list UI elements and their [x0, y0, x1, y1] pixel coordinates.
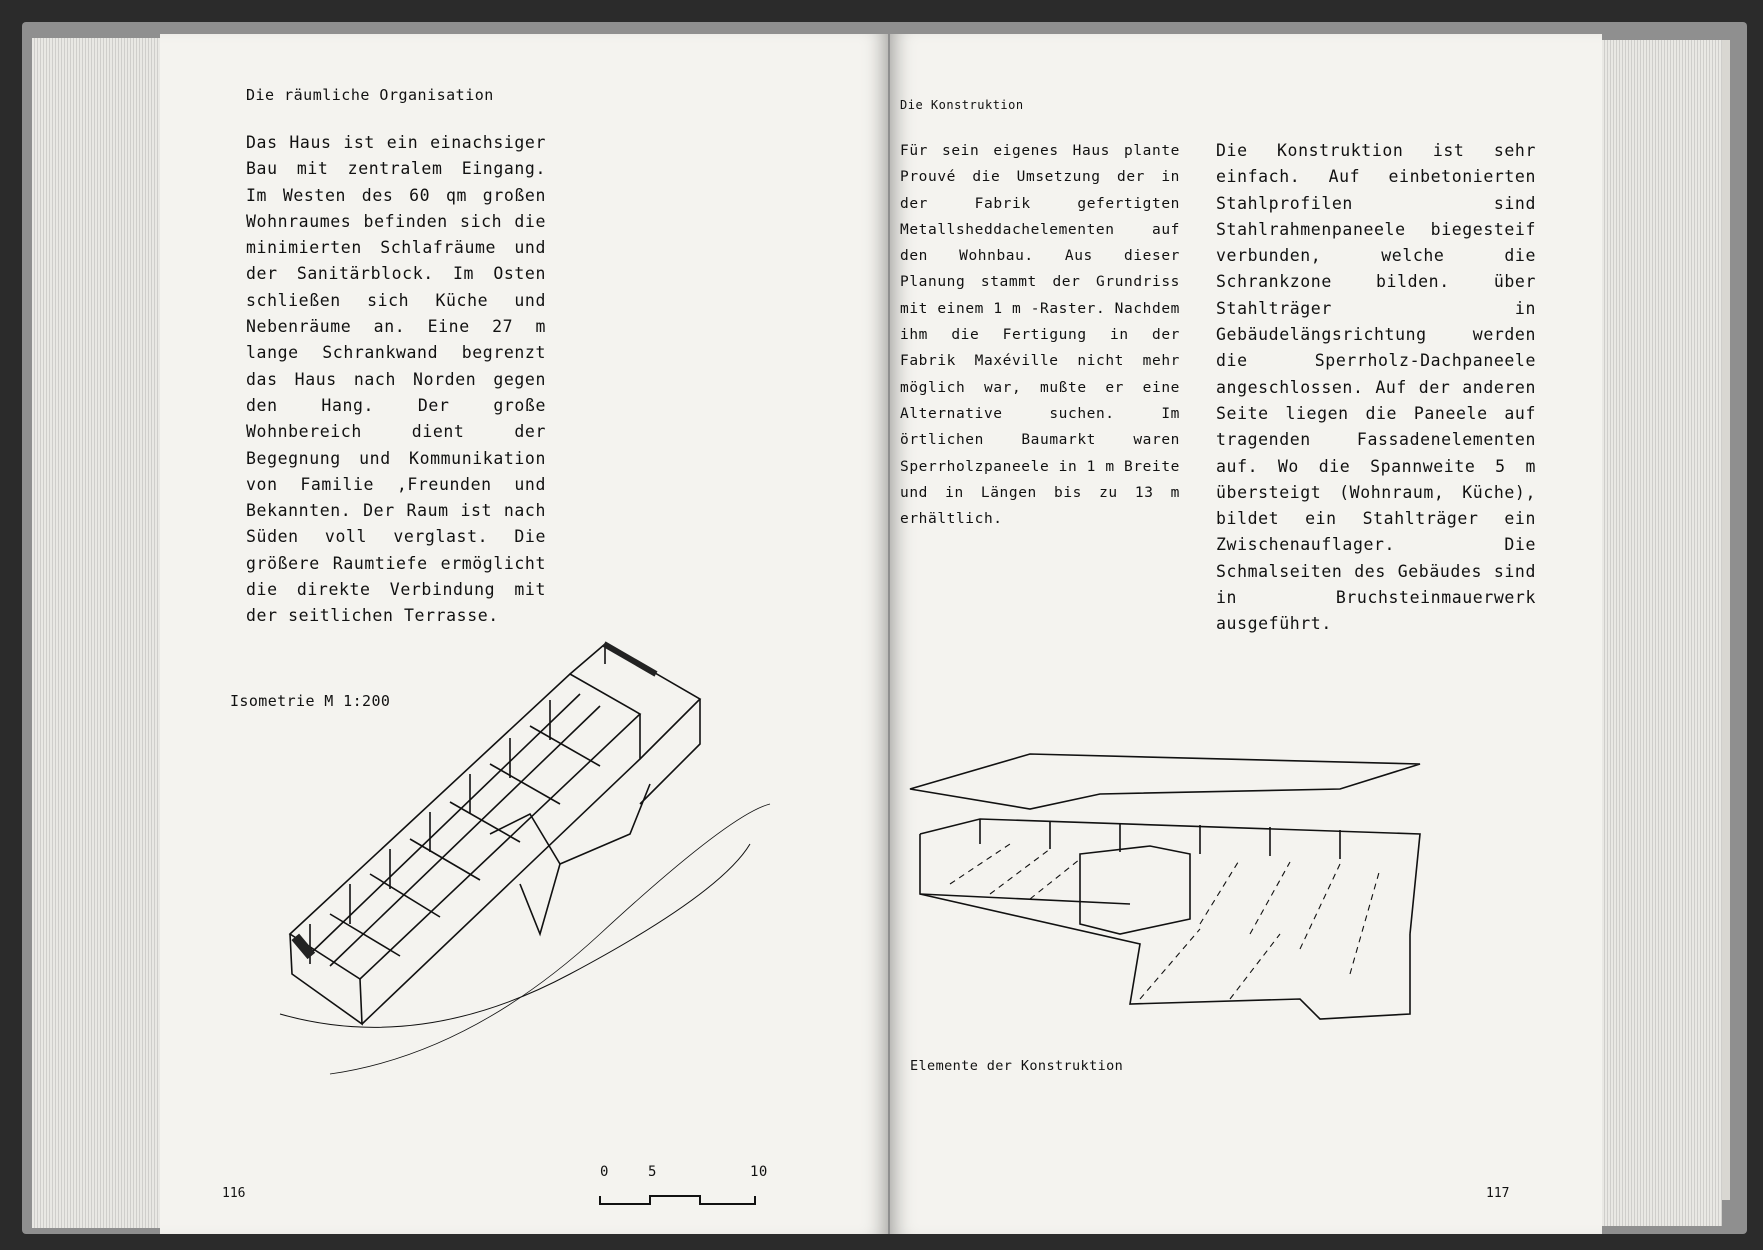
scale-label-0: 0 [600, 1164, 609, 1180]
left-page-heading: Die räumliche Organisation [246, 86, 494, 104]
page-edges-right [1602, 40, 1722, 1226]
construction-drawing [900, 734, 1520, 1034]
construction-caption: Elemente der Konstruktion [910, 1058, 1124, 1074]
page-edges-left [32, 38, 160, 1228]
right-page-column-2: Die Konstruktion ist sehr einfach. Auf einbetonierten Stahlprofilen sind Stahlrahmenpaneele biegesteif verbunden, welche die Schrankzone bilden. über Stahlträger in Gebäudelängsrichtung werden die Sperrholz-Dachpaneele angeschlossen. Auf der anderen Seite liegen die Paneele auf tragenden Fassadenelementen auf. Wo die Spannweite 5 m übersteigt (Wohnraum, Küche), bildet ein Stahlträger ein Zwischenauflager. Die Schmalseiten des Gebäudes sind in Bruchsteinmauerwerk ausgeführt. [1216, 141, 1536, 634]
right-page [890, 34, 1602, 1234]
scale-bar [590, 1174, 770, 1214]
left-page-body: Das Haus ist ein einachsiger Bau mit zentralem Eingang. Im Westen des 60 qm großen Wohnraumes befinden sich die minimierten Schlafräume und der Sanitärblock. Im Osten schließen sich Küche und Nebenräume an. Eine 27 m lange Schrankwand begrenzt das Haus nach Norden gegen den Hang. Der große Wohnbereich dient der Begegnung und Kommunikation von Familie ,Freunden und Bekannten. Der Raum ist nach Süden voll verglast. Die größere Raumtiefe ermöglicht die direkte Verbindung mit der seitlichen Terrasse. [246, 133, 546, 626]
right-page-column-1: Für sein eigenes Haus plante Prouvé die Umsetzung der in der Fabrik gefertigten Metallsheddachelementen auf den Wohnbau. Aus dieser Planung stammt der Grundriss mit einem 1 m -Raster. Nachdem ihm die Fertigung in der Fabrik Maxéville nicht mehr möglich war, mußte er eine Alternative suchen. Im örtlichen Baumarkt waren Sperrholzpaneele in 1 m Breite und in Längen bis zu 13 m erhältlich. [900, 143, 1180, 528]
isometry-caption: Isometrie M 1:200 [230, 692, 391, 710]
page-number-117: 117 [1486, 1186, 1510, 1201]
page-number-116: 116 [222, 1186, 246, 1201]
right-page-heading: Die Konstruktion [900, 98, 1024, 112]
scale-label-5: 5 [648, 1164, 657, 1180]
left-page [160, 34, 888, 1234]
scale-label-10: 10 [750, 1164, 768, 1180]
